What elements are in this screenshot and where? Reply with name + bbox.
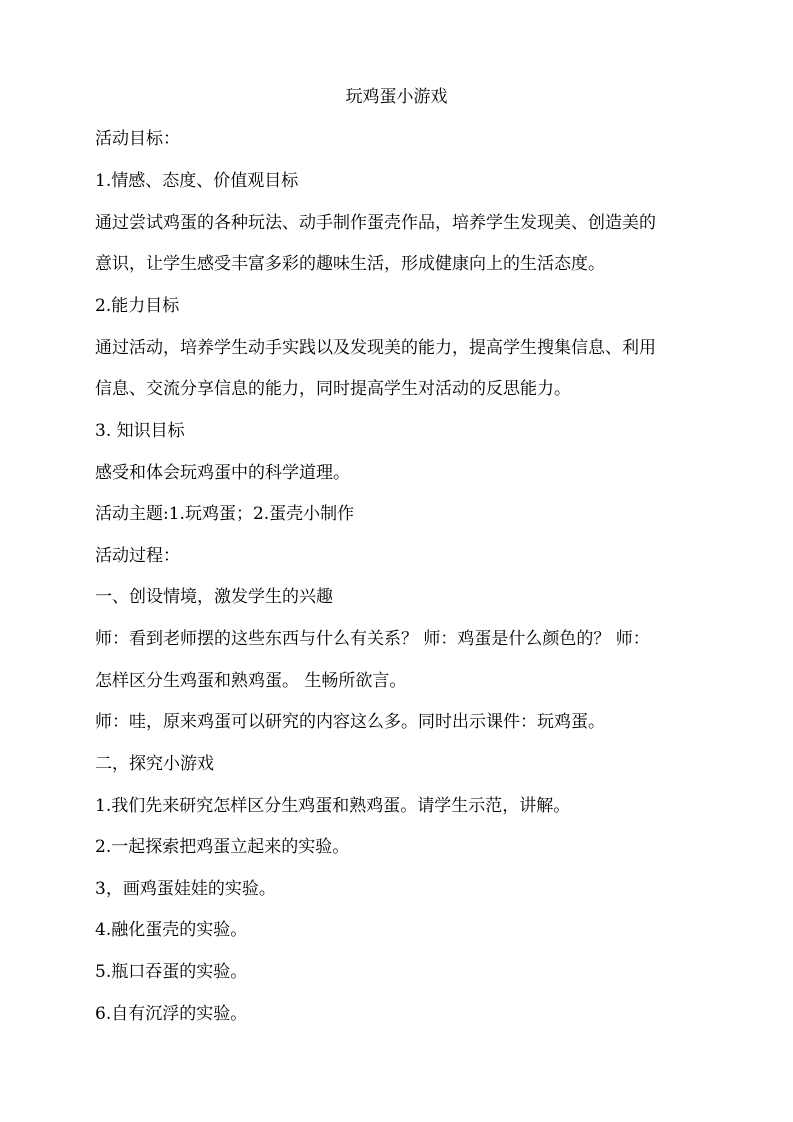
paragraph-line: 意识，让学生感受丰富多彩的趣味生活，形成健康向上的生活态度。 [95, 254, 605, 274]
list-item: 1.我们先来研究怎样区分生鸡蛋和熟鸡蛋。请学生示范，讲解。 [95, 796, 571, 816]
list-item: 5.瓶口吞蛋的实验。 [95, 962, 248, 982]
list-item: 2.一起探索把鸡蛋立起来的实验。 [95, 837, 350, 857]
list-item: 3，画鸡蛋娃娃的实验。 [95, 879, 276, 899]
paragraph-line: 师：哇，原来鸡蛋可以研究的内容这么多。同时出示课件：玩鸡蛋。 [95, 712, 605, 732]
paragraph-line: 通过活动，培养学生动手实践以及发现美的能力，提高学生搜集信息、利用 [95, 338, 656, 358]
goal-heading-ability: 2.能力目标 [95, 296, 180, 316]
paragraph-line: 师：看到老师摆的这些东西与什么有关系？ 师：鸡蛋是什么颜色的？ 师： [95, 629, 650, 649]
section-heading-part-two: 二，探究小游戏 [95, 754, 214, 774]
paragraph-line: 怎样区分生鸡蛋和熟鸡蛋。 生畅所欲言。 [95, 671, 407, 691]
list-item: 6.自有沉浮的实验。 [95, 1004, 248, 1024]
document-title: 玩鸡蛋小游戏 [345, 87, 448, 107]
activity-theme-line: 活动主题:1.玩鸡蛋；2.蛋壳小制作 [95, 504, 355, 524]
section-heading-part-one: 一、创设情境，激发学生的兴趣 [95, 587, 333, 607]
goal-heading-emotion: 1.情感、态度、价值观目标 [95, 171, 299, 191]
section-heading-activity-process: 活动过程： [95, 546, 180, 566]
goal-heading-knowledge: 3. 知识目标 [95, 421, 185, 441]
paragraph-line: 信息、交流分享信息的能力，同时提高学生对活动的反思能力。 [95, 379, 571, 399]
paragraph-line: 感受和体会玩鸡蛋中的科学道理。 [95, 463, 350, 483]
section-heading-activity-goals: 活动目标： [95, 129, 180, 149]
list-item: 4.融化蛋壳的实验。 [95, 920, 248, 940]
paragraph-line: 通过尝试鸡蛋的各种玩法、动手制作蛋壳作品，培养学生发现美、创造美的 [95, 213, 656, 233]
